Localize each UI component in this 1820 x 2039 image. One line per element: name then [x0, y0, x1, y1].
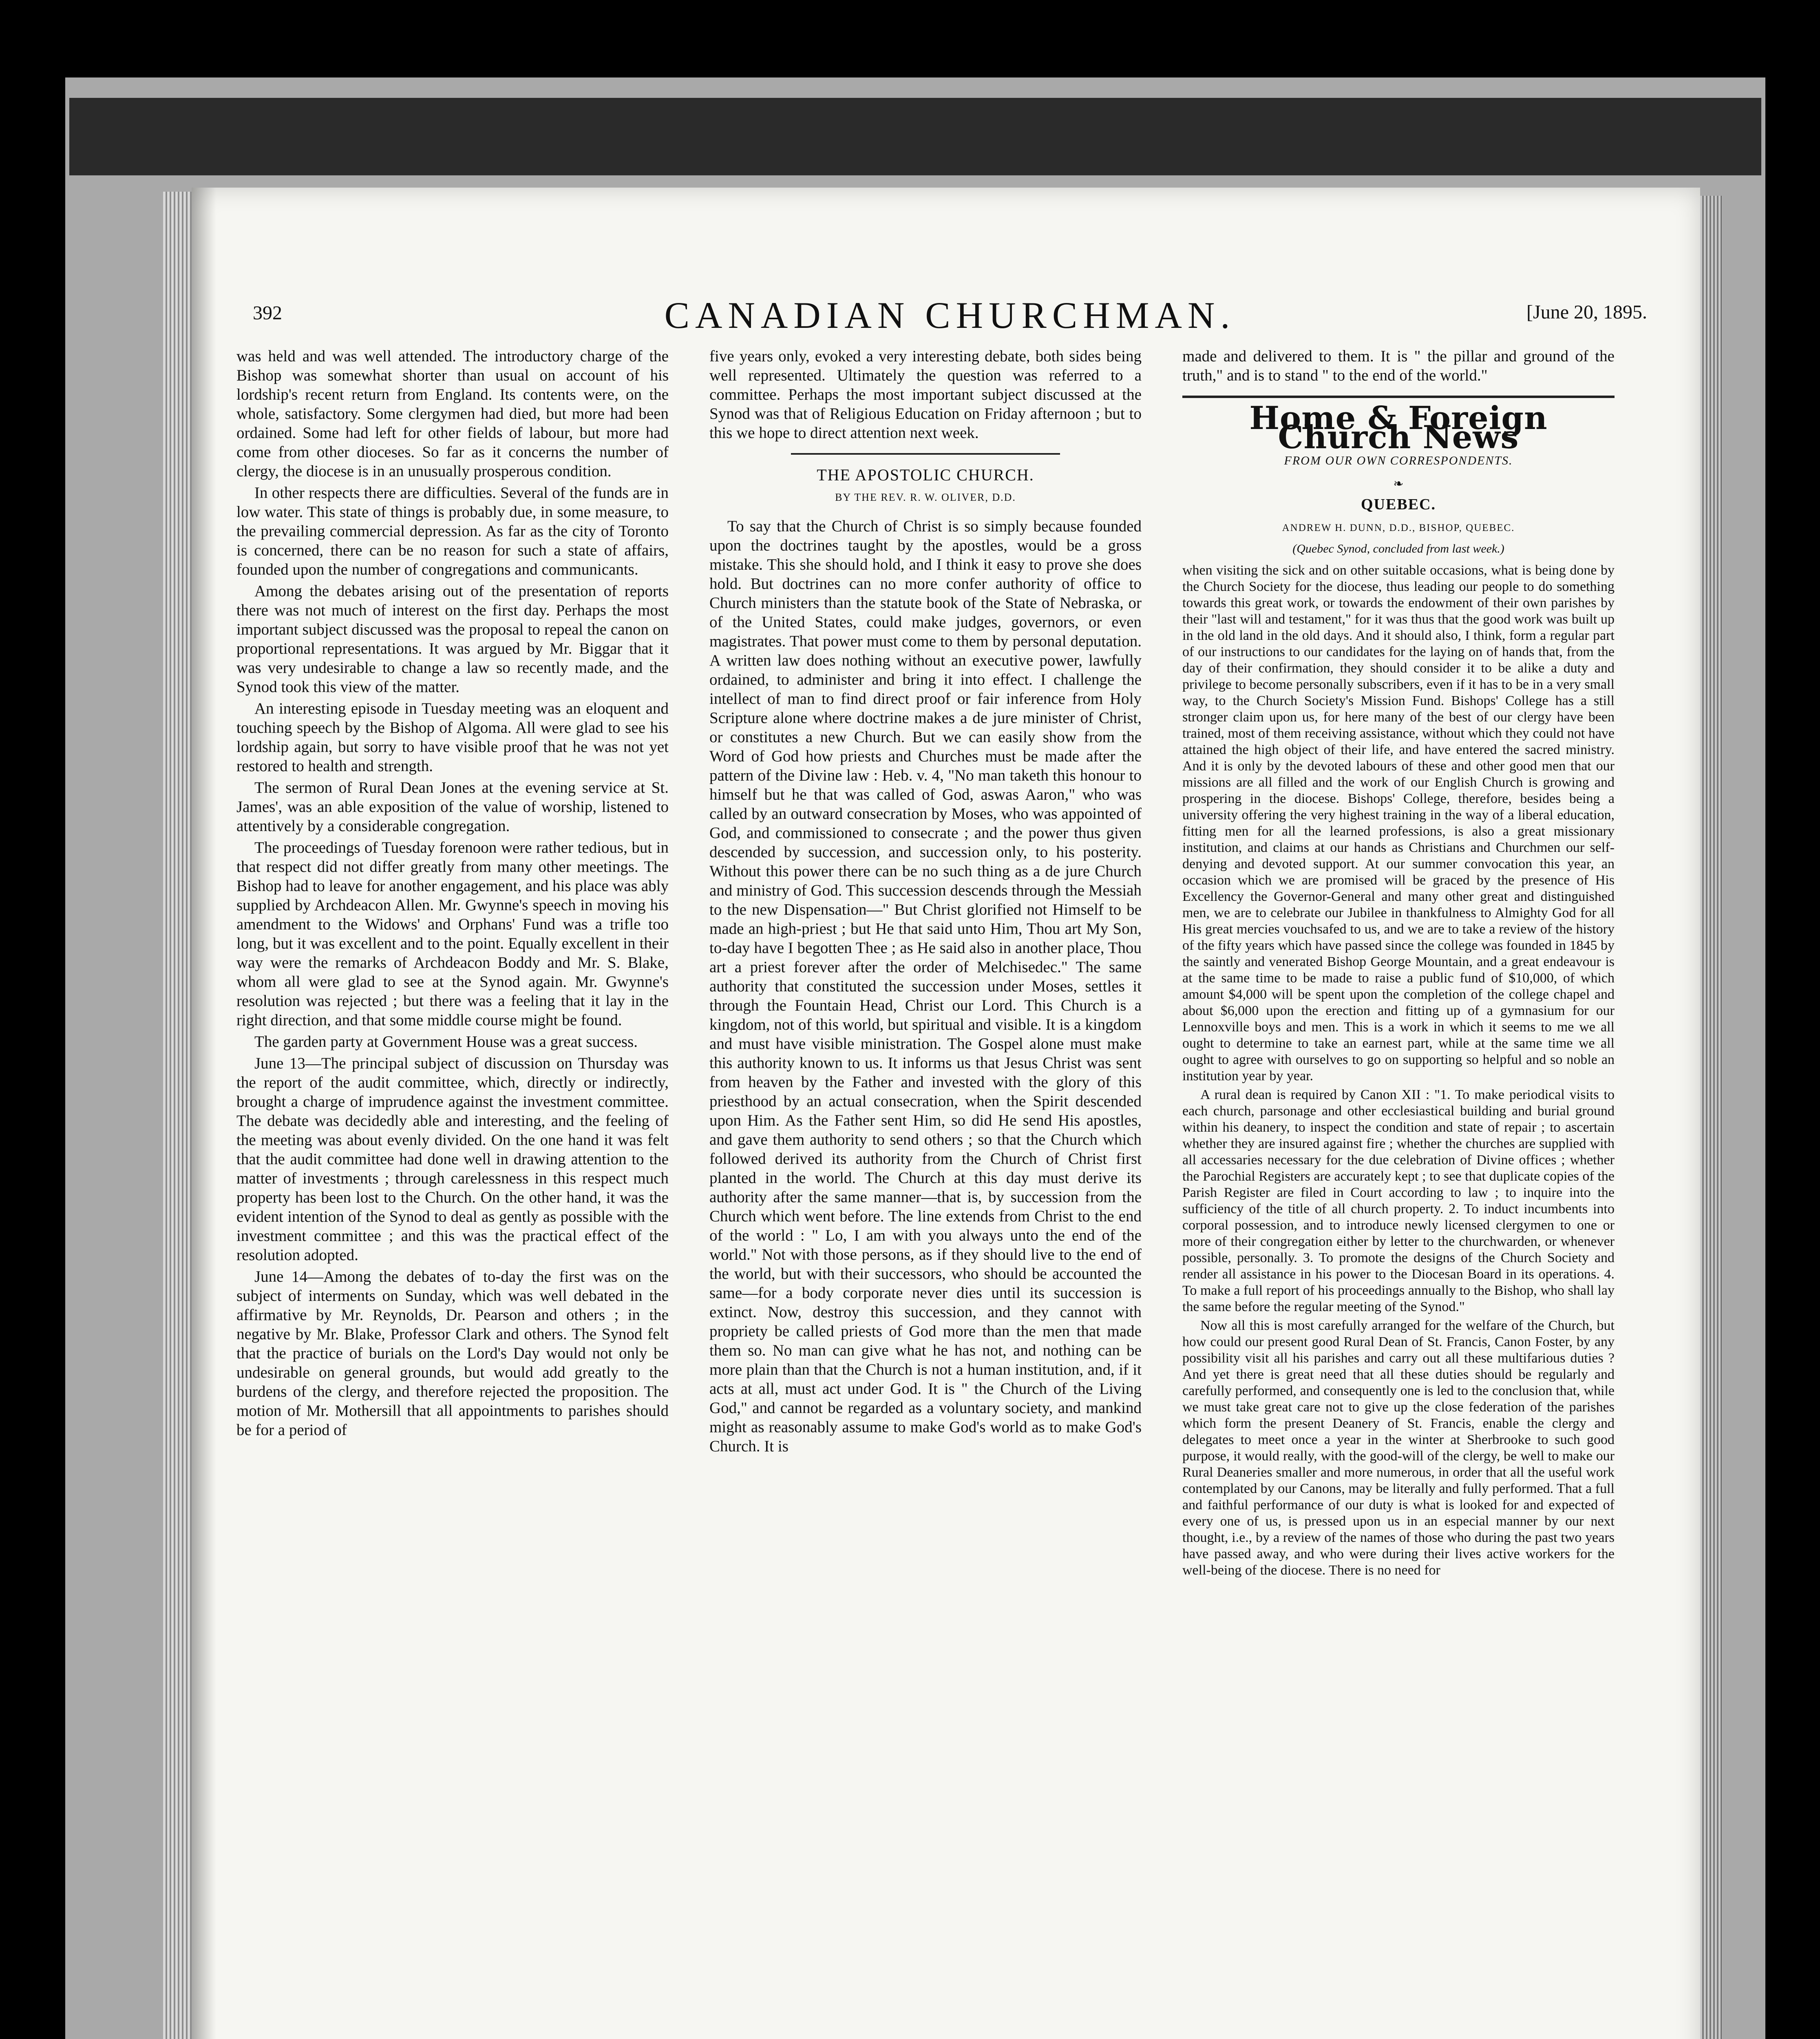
paragraph: The proceedings of Tuesday forenoon were rather tedious, but in that respect did not differ greatly from many other meetings. The Bishop had to leave for another engagement, and his place was ably supplied by Archdeacon Allen. Mr. Gwynne's speech in moving his amendment to the Widows' and Orphans' Fund was a trifle too long, but it was excellent and to the point. Equally excellent in their way were the remarks of Archdeacon Boddy and Mr. S. Blake, whom all were glad to see at the Synod again. Mr. Gwynne's resolution was rejected ; but there was a feeling that it lay in the right direction, and that some middle course might be found.	[236, 839, 669, 1029]
column-1	[236, 347, 669, 1440]
paragraph: June 14—Among the debates of to-day the first was on the subject of interments on Sunday, which was well debated in the affirmative by Mr. Reynolds, Dr. Pearson and others ; in the negative by Mr. Blake, Professor Clark and others. The Synod felt that the practice of burials on the Lord's Day would not only be undesirable on general grounds, but would add greatly to the burdens of the clergy, and therefore rejected the proposition. The motion of Mr. Mothersill that all appointments to parishes should be for a period of	[236, 1268, 669, 1439]
continuation-note: (Quebec Synod, concluded from last week.)	[1292, 542, 1504, 555]
bishop-line: ANDREW H. DUNN, D.D., BISHOP, QUEBEC.	[1282, 522, 1515, 533]
column-2	[709, 347, 1142, 1456]
gutter-shadow	[192, 188, 216, 2039]
book-spine-shadow	[69, 98, 1761, 175]
paragraph: To say that the Church of Christ is so simply because founded upon the doctrines taught by the apostles, would be a gross mistake. This she should hold, and I think it easy to prove she does hold. But doctrines can no more confer authority of office to Church ministers than the statute book of the State of Nebraska, or of the United States, could make judges, governors, or even magistrates. That power must come to them by personal deputation. A written law does nothing without an executive power, lawfully ordained, to administer and bring it into effect. I challenge the intellect of man to find direct proof or fair inference from Holy Scripture alone where doctrine makes a de jure minister of Christ, or constitutes a new Church. But we can easily show from the Word of God how priests and Churches must be made after the pattern of the Divine law : Heb. v. 4, "No man taketh this honour to himself but he that was called of God, aswas Aaron," who was called by an outward consecration by Moses, who was appointed of God, and commissioned to consecrate ; and the power thus given descended by succession, and succession only, to his posterity. Without this power there can be no such thing as a de jure Church and ministry of God. This succession descends through the Messiah to the new Dispensation—" But Christ glorified not Himself to be made an high-priest ; but He that said unto Him, Thou art My Son, to-day have I begotten Thee ; as He said also in another place, Thou art a priest forever after the order of Melchisedec." The same authority that constituted the succession under Moses, settles it through the Fountain Head, Christ our Lord. This Church is a kingdom, not of this world, but spiritual and visible. It is a kingdom and must have visible ministration. The Gospel alone must make this authority known to us. It informs us that Jesus Christ was sent from heaven by the Father and invested with the glory of this priesthood by an actual consecration, when the Spirit descended upon Him. As the Father sent Him, so did He send His apostles, and gave them authority to send others ; so that the Church which followed derived its authority from the Church of Christ first planted in the world. The Church at this day must derive its authority after the same manner—that is, by succession from the Church which went before. The line extends from Christ to the end of the world : " Lo, I am with you always unto the end of the world." Not with those persons, as if they should live to the end of the world, but with their successors, who should be accounted the same—for a body corporate never dies until its succession is extinct. Now, destroy this succession, and they cannot with propriety be called priests of God more than the men that made them so. No man can give what he has not, and nothing can be more plain than that the Church is not a human institution, and, if it acts at all, must act under God. It is " the Church of the Living God," and cannot be regarded as a voluntary society, and mankind might as reasonably assume to make God's world as to make God's Church. It is	[709, 517, 1142, 1455]
issue-date: [June 20, 1895.	[1526, 301, 1647, 323]
paragraph: A rural dean is required by Canon XII : "1. To make periodical visits to each church, parsonage and other ecclesiastical building and burial ground within his deanery, to inspect the condition and state of repair ; to ascertain whether they are insured against fire ; whether the churches are supplied with all accessaries necessary for the due celebration of Divine offices ; whether the Parochial Registers are accurately kept ; to see that duplicate copies of the Parish Register are filed in Court according to law ; to inquire into the sufficiency of the title of all church property. 2. To induct incumbents into corporal possession, and to introduce newly licensed clergymen to one or more of their congregation either by letter to the churchwarden, or whenever possible, personally. 3. To promote the designs of the Church Society and render all assistance in his power to the Diocesan Board in its operations. 4. To make a full report of his proceedings annually to the Bishop, who shall lay the same before the regular meeting of the Synod."	[1182, 1087, 1615, 1314]
paragraph: The garden party at Government House was a great success.	[254, 1033, 638, 1050]
diocese-heading: QUEBEC.	[1361, 496, 1436, 513]
page-number: 392	[253, 302, 282, 324]
section-banner: Home & Foreign Church News	[1249, 400, 1548, 456]
paragraph: Now all this is most carefully arranged for the welfare of the Church, but how could our present good Rural Dean of St. Francis, Canon Foster, by any possibility visit all his parishes and carry out all these multifarious duties ? And yet there is great need that all these duties should be regularly and carefully performed, and consequently one is led to the conclusion that, while we must take great care not to give up the close federation of the parishes which form the present Deanery of St. Francis, enable the clergy and delegates to meet once a year in the winter at Sherbrooke to such good purpose, it would really, with the good-will of the clergy, be well to make our Rural Deaneries smaller and more numerous, in order that all the useful work contemplated by our Canons, may be literally and fully performed. That a full and faithful performance of our duty is what is looked for and expected of every one of us, is pressed upon us in an especial manner by our next thought, i.e., by a review of the names of those who during the past two years have passed away, and who were during their lives active workers for the well-being of the diocese. There is no need for	[1182, 1318, 1615, 1578]
paragraph: made and delivered to them. It is " the pillar and ground of the truth," and is to stand " to the end of the world."	[1182, 347, 1615, 384]
newspaper-page	[192, 188, 1700, 2039]
paragraph: June 13—The principal subject of discussion on Thursday was the report of the audit committee, which, directly or indirectly, brought a charge of imprudence against the investment committee. The debate was decidedly able and interesting, and the feeling of the meeting was about evenly divided. On the one hand it was felt that the audit committee had done well in drawing attention to the matter of investments ; through carelessness in this respect much property has been lost to the Church. On the other hand, it was the evident intention of the Synod to deal as gently as possible with the investment committee ; and this was the practical effect of the resolution adopted.	[236, 1055, 669, 1264]
divider	[1182, 396, 1615, 398]
paragraph: In other respects there are difficulties. Several of the funds are in low water. This state of things is probably due, in some measure, to the prevailing commercial depression. As far as the city of Toronto is concerned, there can be no reason for such a state of affairs, founded upon the number of congregations and communicants.	[236, 484, 669, 578]
fleuron-icon: ❧	[1393, 477, 1404, 491]
divider	[791, 453, 1060, 455]
article-byline: BY THE REV. R. W. OLIVER, D.D.	[835, 491, 1016, 503]
right-page-edges	[1700, 196, 1723, 2039]
paragraph: An interesting episode in Tuesday meeting was an eloquent and touching speech by the Bishop of Algoma. All were glad to see his lordship again, but sorry to have visible proof that he was not yet restored to health and strength.	[236, 700, 669, 775]
paragraph: The sermon of Rural Dean Jones at the evening service at St. James', was an able exposition of the value of worship, listened to attentively by a considerable congregation.	[236, 779, 669, 835]
paragraph: when visiting the sick and on other suitable occasions, what is being done by the Church Society for the diocese, thus leading our people to do something towards this great work, or towards the endowment of their own parishes by their "last will and testament," for it was thus that the good work was built up in the old land in the old days. And it should also, I think, form a regular part of our instructions to our candidates for the laying on of hands that, from the day of their confirmation, they should consider it to be alike a duty and privilege to become personally subscribers, even if it has to be in a very small way, to the Church Society's Mission Fund. Bishops' College has a still stronger claim upon us, for here many of the best of our clergy have been trained, most of them receiving assistance, without which they could not have attained the high object of their life, and have entered the sacred ministry. And it is only by the devoted labours of these and other good men that our missions are all filled and the work of our English Church is growing and prospering in the diocese. Bishops' College, therefore, besides being a university offering the very highest training in the way of a liberal education, fitting men for all the learned professions, is also a great missionary institution, and claims at our hands as Christians and Churchmen our self-denying and devoted support. At our summer convocation this year, an occasion which we are promised will be graced by the presence of His Excellency the Governor-General and many other great and distinguished men, we are to celebrate our Jubilee in thankfulness to Almighty God for all His great mercies vouchsafed to us, and we are to take a review of the history of the fifty years which have passed since the college was founded in 1845 by the saintly and venerated Bishop George Mountain, and a great endeavour is at the same time to be made to raise a public fund of $10,000, of which amount $4,000 will be spent upon the completion of the college chapel and about $6,000 upon the erection and fitting up of a gymnasium for our Lennoxville boys and men. This is a work in which it seems to me we all ought to determine to take an earnest part, while at the same time we all ought to agree with ourselves to go on supporting so helpful and so noble an institution year by year.	[1182, 563, 1615, 1084]
paragraph: Among the debates arising out of the presentation of reports there was not much of interest on the first day. Perhaps the most important subject discussed was the proposal to repeal the canon on proportional representations. It was argued by Mr. Biggar that it was very undesirable to change a law so recently made, and the Synod took this view of the matter.	[236, 582, 669, 696]
paragraph: five years only, evoked a very interesting debate, both sides being well represented. Ultimately the question was referred to a committee. Perhaps the most important subject discussed at the Synod was that of Religious Education on Friday afternoon ; but to this we hope to direct attention next week.	[709, 347, 1142, 442]
masthead: CANADIAN CHURCHMAN.	[664, 294, 1236, 336]
paragraph: was held and was well attended. The introductory charge of the Bishop was somewhat shorter than usual on account of his lordship's recent return from England. Its contents were, on the whole, satisfactory. Some clergymen had died, but more had been ordained. Some had left for other fields of labour, but more had come from other dioceses. So far as it concerns the number of clergy, the diocese is in an unusually prosperous condition.	[236, 347, 669, 480]
page-header	[253, 294, 1647, 343]
article-title: THE APOSTOLIC CHURCH.	[817, 466, 1034, 484]
section-subtitle: FROM OUR OWN CORRESPONDENTS.	[1284, 454, 1513, 467]
column-3	[1182, 347, 1615, 1579]
